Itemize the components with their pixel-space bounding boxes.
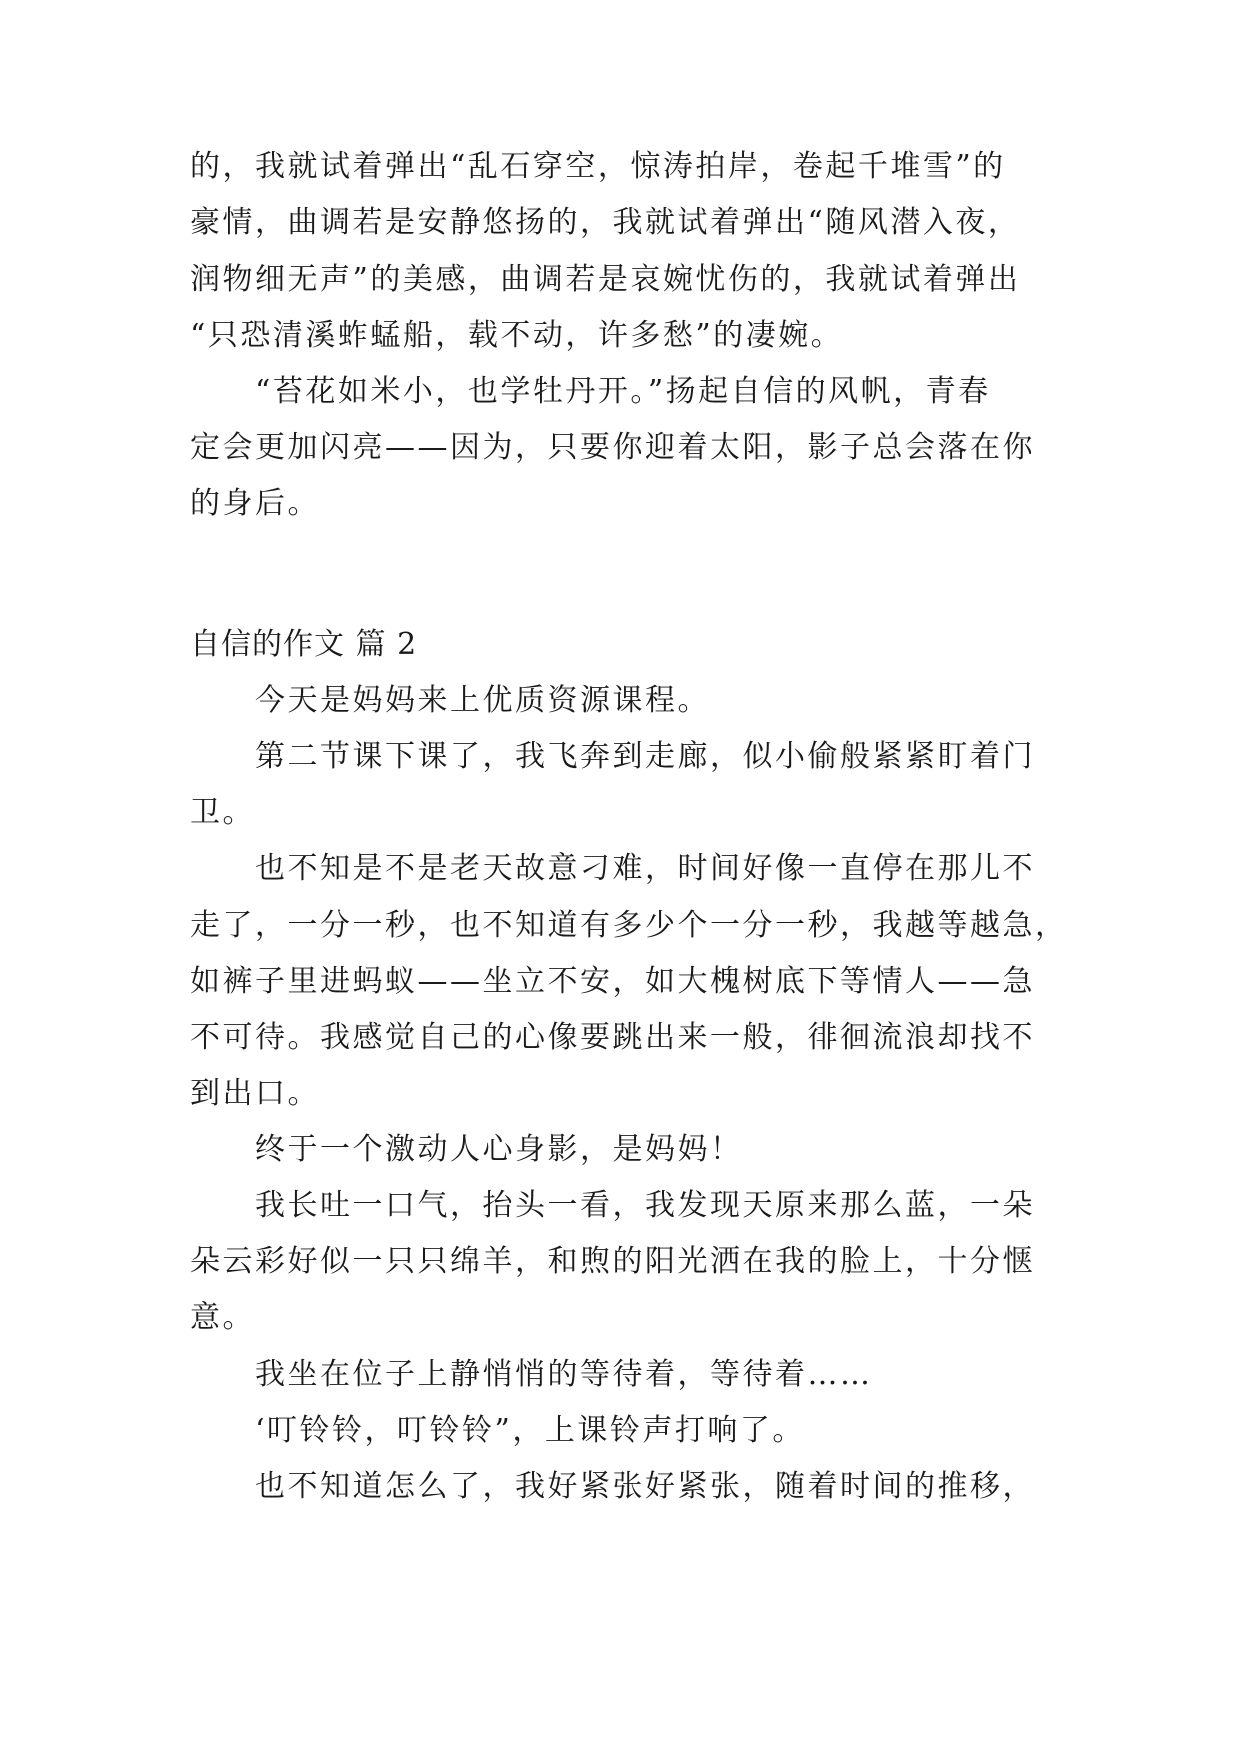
text-line: 我坐在位子上静悄悄的等待着，等待着…… (190, 1357, 873, 1392)
text-line: 的，我就试着弹出“乱石穿空，惊涛拍岸，卷起千堆雪”的 (190, 149, 1006, 184)
text-line: 走了，一分一秒，也不知道有多少个一分一秒，我越等越急， (190, 908, 1068, 943)
text-line: 豪情，曲调若是安静悠扬的，我就试着弹出“随风潜入夜， (190, 205, 1021, 240)
text-line: 定会更加闪亮——因为，只要你迎着太阳，影子总会落在你 (190, 430, 1035, 465)
text-line: 第二节课下课了，我飞奔到走廊，似小偷般紧紧盯着门 (190, 739, 1035, 774)
text-line: 润物细无声”的美感，曲调若是哀婉忧伤的，我就试着弹出 (190, 262, 1021, 297)
text-line: 终于一个激动人心身影，是妈妈！ (190, 1132, 743, 1167)
text-line: 也不知道怎么了，我好紧张好紧张，随着时间的推移， (190, 1469, 1035, 1504)
text-line: “苔花如米小，也学牡丹开。”扬起自信的风帆，青春 (190, 374, 991, 409)
text-line: 我长吐一口气，抬头一看，我发现天原来那么蓝，一朵 (190, 1188, 1035, 1223)
text-line: “只恐清溪蚱蜢船，载不动，许多愁”的凄婉。 (190, 318, 844, 353)
text-line: 卫。 (190, 795, 255, 830)
text-line: 到出口。 (190, 1076, 320, 1111)
text-line: 意。 (190, 1300, 255, 1335)
text-line: 不可待。我感觉自己的心像要跳出来一般，徘徊流浪却找不 (190, 1020, 1035, 1055)
text-line: 也不知是不是老天故意刁难，时间好像一直停在那儿不 (190, 851, 1035, 886)
text-line: ‘叮铃铃，叮铃铃”，上课铃声打响了。 (190, 1413, 805, 1448)
text-line: 如裤子里进蚂蚁——坐立不安，如大槐树底下等情人——急 (190, 964, 1035, 999)
section-heading: 自信的作文 篇 2 (190, 627, 418, 662)
text-line: 朵云彩好似一只只绵羊，和煦的阳光洒在我的脸上，十分惬 (190, 1244, 1035, 1279)
text-line: 的身后。 (190, 486, 320, 521)
text-line: 今天是妈妈来上优质资源课程。 (190, 683, 710, 718)
